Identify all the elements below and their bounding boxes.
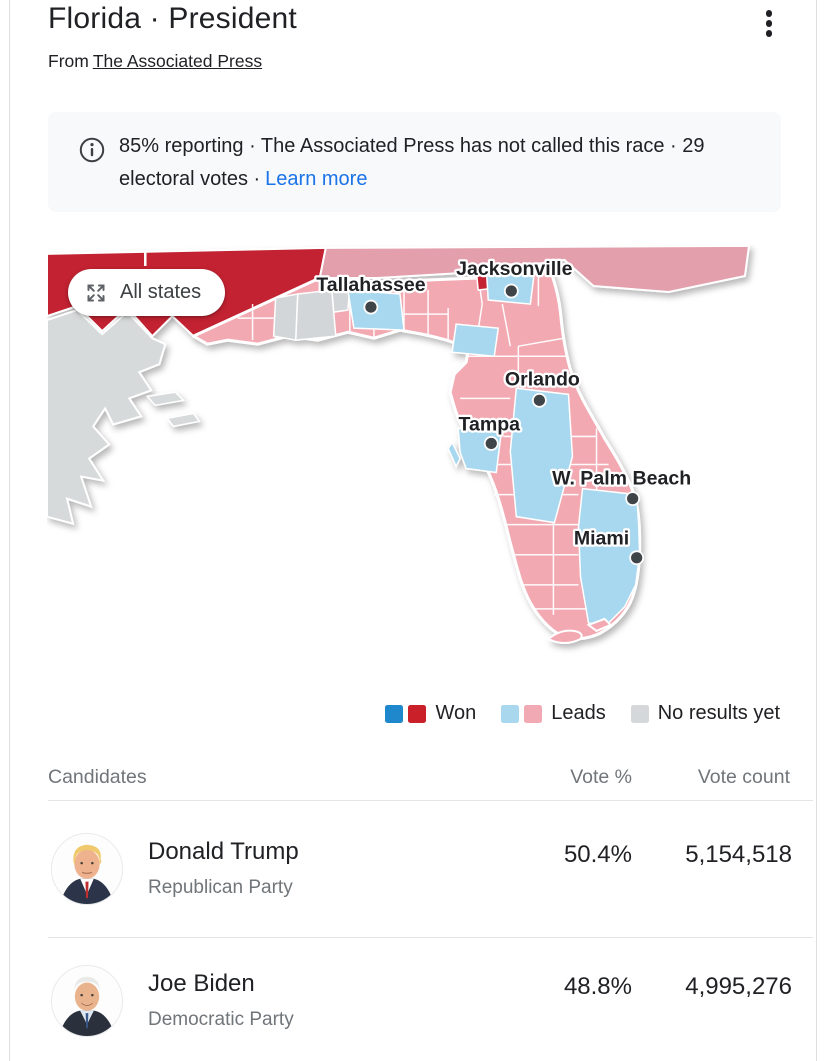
column-header-vote-pct: Vote % <box>570 766 632 788</box>
city-label-jacksonville: Jacksonville <box>456 257 573 280</box>
card-left-border <box>9 0 10 1061</box>
alabama-coast-gray <box>47 310 165 524</box>
city-label-orlando: Orlando <box>504 368 580 391</box>
vote-count-value: 4,995,276 <box>685 973 792 1000</box>
vote-count-value: 5,154,518 <box>685 841 792 868</box>
source-prefix: From <box>48 51 89 71</box>
no-results-swatch <box>631 705 649 723</box>
column-header-vote-count: Vote count <box>697 766 790 788</box>
candidate-name: Joe Biden <box>148 970 255 997</box>
source-line <box>48 51 262 72</box>
city-dot-tampa <box>485 437 498 450</box>
leads-blue-swatch <box>501 705 519 723</box>
avatar-joe-biden <box>51 965 123 1037</box>
city-dot-jacksonville <box>505 285 518 298</box>
city-dot-orlando <box>533 394 546 407</box>
city-dot-wpalmbeach <box>626 492 639 505</box>
candidate-party: Democratic Party <box>148 1009 294 1030</box>
candidate-party: Republican Party <box>148 877 293 898</box>
notice-text: 85% reporting · The Associated Press has not called this race · 29 electoral votes · Learn more <box>119 135 705 190</box>
three-dot-menu-icon[interactable] <box>752 2 786 46</box>
avatar-donald-trump <box>51 833 123 905</box>
legend-label-won: Won <box>435 702 477 724</box>
won-blue-swatch <box>385 705 403 723</box>
legend-item-leads <box>501 702 606 725</box>
card-right-border <box>816 0 817 1061</box>
florida-layer <box>193 264 639 643</box>
all-states-button[interactable] <box>68 269 225 316</box>
expand-icon <box>85 282 107 304</box>
city-label-tampa: Tampa <box>458 413 521 436</box>
city-label-miami: Miami <box>573 527 630 550</box>
city-dot-tallahassee <box>364 301 377 314</box>
column-header-candidates: Candidates <box>48 766 147 788</box>
page-title: Florida · President <box>48 2 297 35</box>
table-divider <box>48 800 813 801</box>
source-link[interactable]: The Associated Press <box>92 51 263 71</box>
legend-label-no-results: No results yet <box>657 702 780 724</box>
city-label-tallahassee: Tallahassee <box>316 274 426 297</box>
gray-islet <box>167 413 199 426</box>
vote-pct-value: 48.8% <box>563 973 632 1000</box>
learn-more-link[interactable]: Learn more <box>265 168 368 190</box>
won-red-swatch <box>408 705 426 723</box>
all-states-label: All states <box>120 281 202 303</box>
map-legend <box>385 702 780 725</box>
table-divider <box>48 937 813 938</box>
city-label-wpalmbeach: W. Palm Beach <box>552 467 692 490</box>
legend-label-leads: Leads <box>551 702 606 724</box>
info-icon <box>78 136 106 164</box>
leads-red-swatch <box>524 705 542 723</box>
city-dot-miami <box>630 551 643 564</box>
legend-item-won <box>385 702 476 725</box>
gray-islet <box>147 392 183 405</box>
candidate-name: Donald Trump <box>148 838 299 865</box>
legend-item-no-results <box>631 702 780 725</box>
reporting-notice <box>48 112 781 212</box>
vote-pct-value: 50.4% <box>563 841 632 868</box>
